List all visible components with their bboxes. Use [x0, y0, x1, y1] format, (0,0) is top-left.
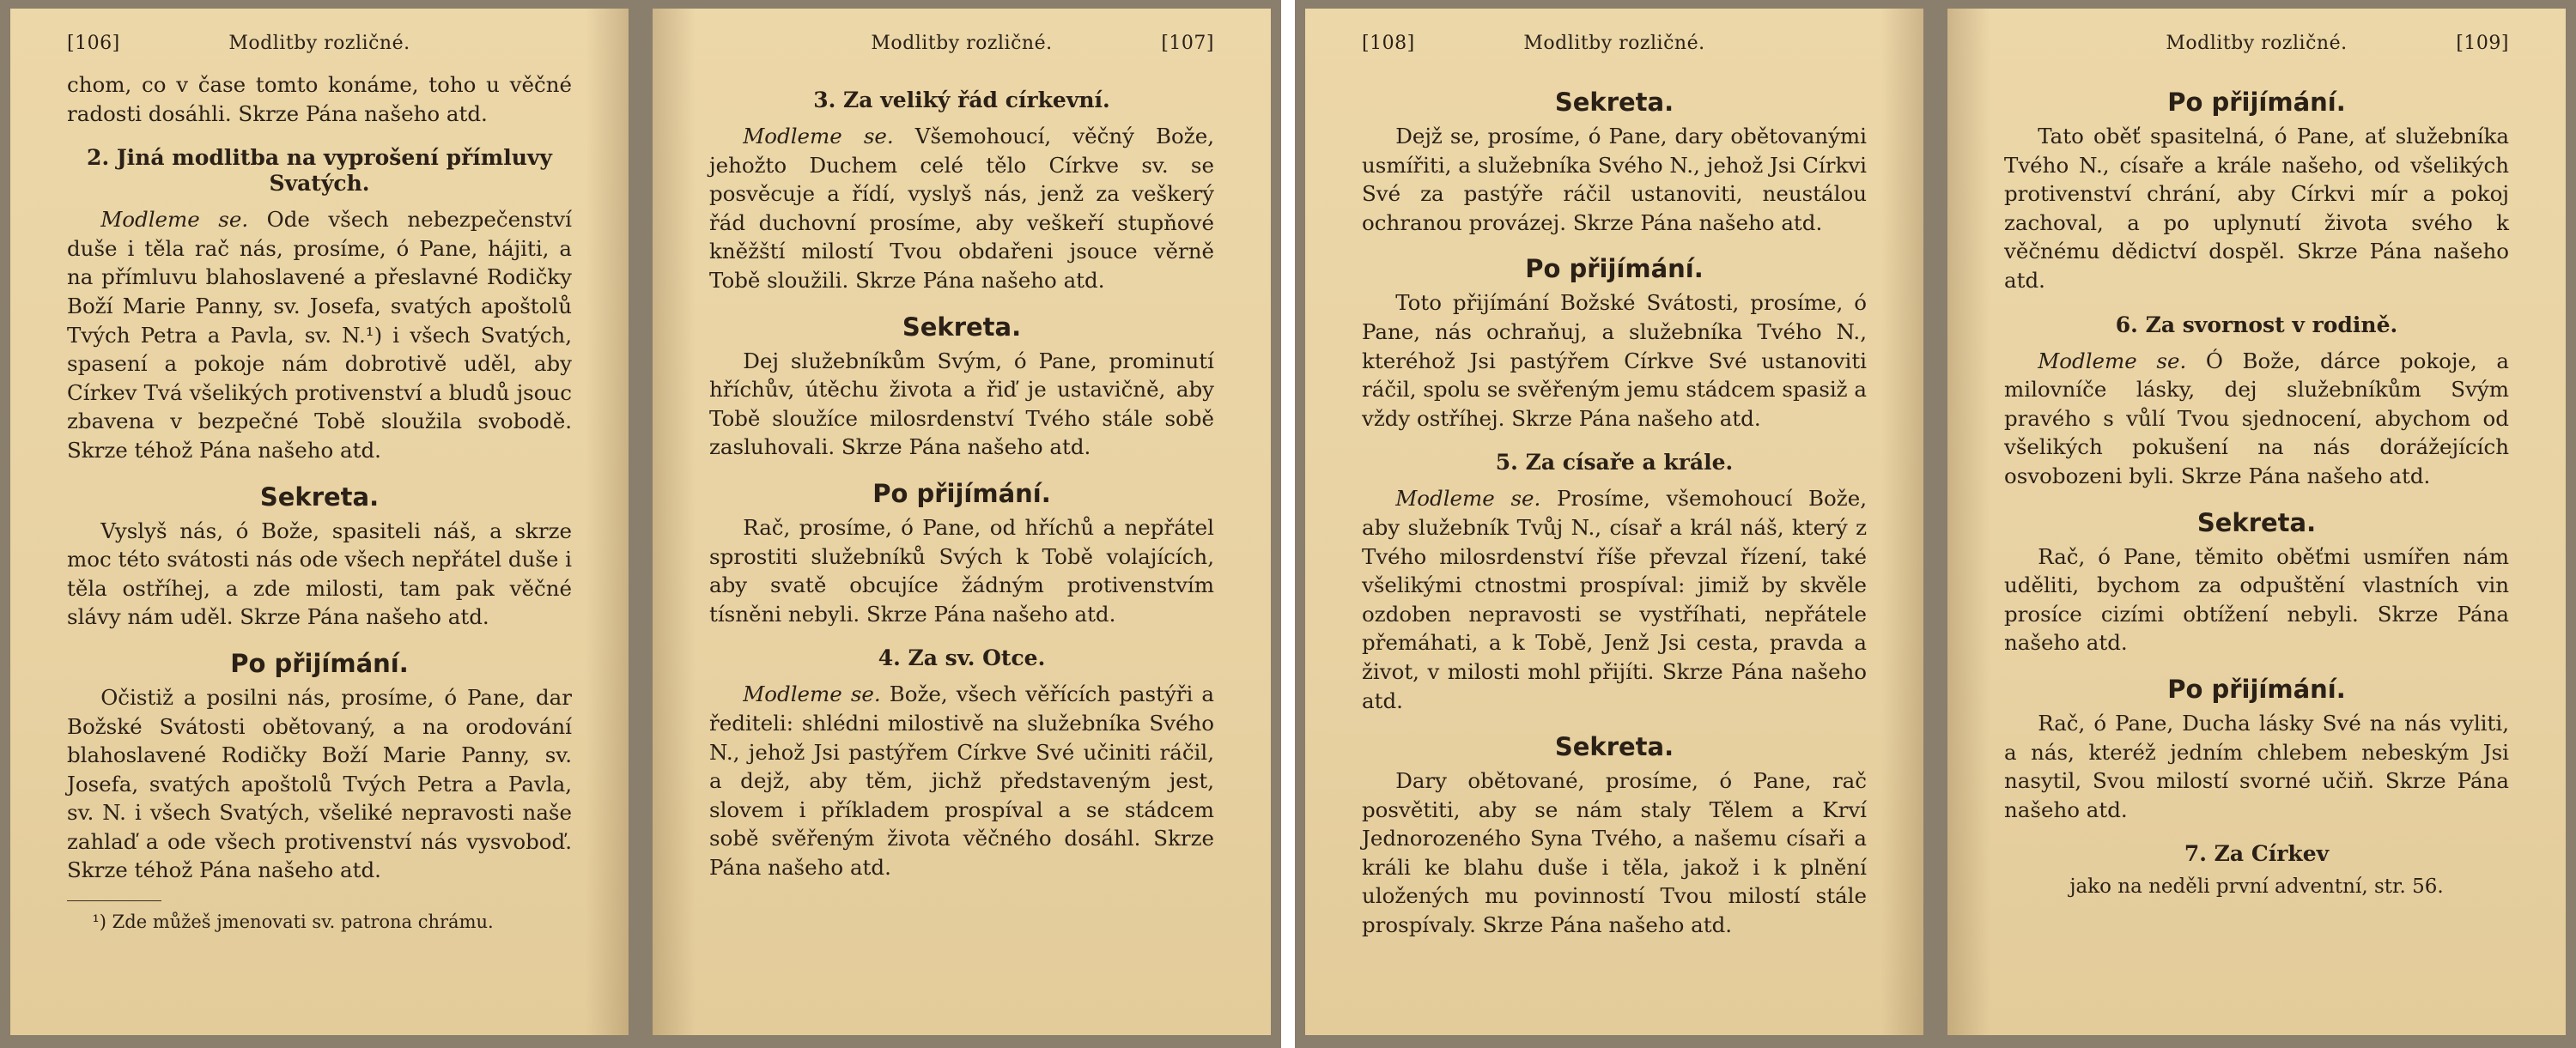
prayer-paragraph: Rač, prosíme, ó Pane, od hříchů a nepřátel sprostiti služebníků Svých k Tobě volajících, aby svatě obcujíce žádným protivenstvím tísněni nebyli. Skrze Pána našeho atd.	[709, 514, 1214, 627]
running-title: Modlitby rozličné.	[2166, 33, 2348, 54]
prayer-paragraph	[2004, 347, 2509, 491]
prayer-lead: Modleme se.	[743, 124, 894, 148]
prayer-text: Ode všech nebezpečenství duše i těla rač nás, prosíme, ó Pane, hájiti, a na přímluvu blahoslavené a přeslavné Rodičky Boží Marie Panny, sv. Josefa, svatých apoštolů Tvých Petra a Pavla, sv. N.¹) i všech Svatých, spasení a pokoje nám dobrotivě uděl, aby Církev Tvá všelikých protivenství a bludů jsouc zbavena v bezpečné Tobě sloužila svobodě. Skrze téhož Pána našeho atd.	[67, 207, 572, 463]
running-title: Modlitby rozličné.	[871, 33, 1053, 54]
prayer-lead: Modleme se.	[100, 207, 249, 233]
prayer-paragraph: Toto přijímání Božské Svátosti, prosíme, ó Pane, nás ochraňuj, a služebníka Tvého N., kteréhož Jsi pastýřem Církve Své ustanoviti ráčil, spolu se svěřeným jemu stádcem spasiž a vždy ostříhej. Skrze Pána našeho atd.	[1362, 290, 1867, 431]
section-heading: 5. Za císaře a krále.	[1495, 450, 1734, 476]
section-heading: Sekreta.	[2196, 507, 2317, 537]
prayer-lead: Modleme se.	[743, 682, 881, 707]
page-number: [109]	[2456, 33, 2509, 54]
page-108	[1305, 9, 1923, 1035]
page-content	[67, 33, 572, 1018]
running-header	[67, 33, 572, 70]
footnote-divider	[67, 900, 161, 901]
section-heading: Po přijímání.	[1525, 254, 1704, 284]
page-number: [107]	[1161, 33, 1214, 54]
section-heading: Po přijímání.	[230, 648, 409, 678]
section-heading: Sekreta.	[902, 312, 1022, 342]
prayer-text: Bože, všech věřících pastýři a řediteli: shlédni milostivě na služebníka Svého N., jehož Jsi pastýřem Církve Své učiniti ráčil, a dejž, aby těm, jichž představeným jest, slovem i příkladem prospíval a se stádcem sobě svěřeným života věčného dosáhl. Skrze Pána našeho atd.	[709, 682, 1215, 880]
section-heading: 4. Za sv. Otce.	[878, 645, 1046, 671]
section-heading: Sekreta.	[1554, 732, 1674, 762]
running-title: Modlitby rozličné.	[228, 33, 410, 54]
section-heading: 3. Za veliký řád církevní.	[813, 88, 1110, 112]
prayer-paragraph	[709, 680, 1214, 881]
prayer-paragraph: Dejž se, prosíme, ó Pane, dary obětovanými usmířiti, a služebníka Svého N., jehož Jsi Církvi Své za pastýře ráčil ustanoviti, neustálou ochranou provázej. Skrze Pána našeho atd.	[1362, 124, 1867, 235]
section-heading: Po přijímání.	[2167, 88, 2346, 117]
prayer-paragraph: Rač, ó Pane, Ducha lásky Své na nás vyliti, a nás, kteréž jedním chlebem nebeským Jsi nasytil, Svou milostí svorné učiň. Skrze Pána našeho atd.	[2004, 710, 2509, 822]
left-book-spread	[0, 0, 1281, 1048]
section-heading: 6. Za svornost v rodině.	[2115, 312, 2398, 337]
prayer-paragraph: Očistiž a posilni nás, prosíme, ó Pane, dar Božské Svátosti obětovaný, a na orodování blahoslavené Rodičky Boží Marie Panny, sv. Josefa, svatých apoštolů Tvých Petra a Pavla, sv. N. i všech Svatých, všeliké nepravosti naše zahlaď a ode všech protivenství nás vysvoboď. Skrze téhož Pána našeho atd.	[67, 684, 572, 883]
prayer-paragraph: Rač, ó Pane, těmito oběťmi usmířen nám uděliti, bychom za odpuštění vlastních vin prosíce cizími obtížení nebyli. Skrze Pána našeho atd.	[2004, 543, 2509, 656]
page-number: [106]	[67, 33, 120, 54]
section-heading: Po přijímání.	[872, 478, 1051, 508]
prayer-paragraph	[709, 122, 1214, 295]
prayer-text: Všemohoucí, věčný Bože, jehožto Duchem celé tělo Církve sv. se posvěcuje a řídí, vyslyš nás, jenž za veškerý řád duchovní prosíme, aby veškeří stupňové kněžští milostí Tvou obdařeni jsouce věrně Tobě sloužili. Skrze Pána našeho atd.	[709, 124, 1214, 293]
page-109	[1947, 9, 2566, 1035]
prayer-paragraph: Tato oběť spasitelná, ó Pane, ať služebníka Tvého N., císaře a krále našeho, od všelikých protivenství chrání, aby Církvi mír a pokoj zachoval, a po uplynutí života svého k věčnému dědictví dospěl. Skrze Pána našeho atd.	[2004, 124, 2509, 293]
running-header	[2004, 33, 2509, 70]
running-title: Modlitby rozličné.	[1523, 33, 1705, 54]
prayer-text: Ó Bože, dárce pokoje, a milovníče lásky, dej služebníkům Svým pravého s vůlí Tvou sjednocení, abychom od všelikých pokušení na nás dorážejících osvobozeni byli. Skrze Pána našeho atd.	[2004, 348, 2509, 488]
prayer-paragraph: Vyslyš nás, ó Bože, spasiteli náš, a skrze moc této svátosti nás ode všech nepřátel duše i těla ostříhej, a zde milosti, tam pak věčné slávy nám uděl. Skrze Pána našeho atd.	[67, 518, 572, 630]
section-heading: 2. Jiná modlitba na vyprošení přímluvy Svatých.	[87, 145, 552, 197]
running-header	[709, 33, 1214, 70]
section-heading: Po přijímání.	[2167, 674, 2346, 704]
page-106	[10, 9, 629, 1035]
page-content	[709, 33, 1214, 1018]
prayer-paragraph: chom, co v čase tomto konáme, toho u věčné radosti dosáhli. Skrze Pána našeho atd.	[67, 72, 572, 126]
prayer-paragraph: Dej služebníkům Svým, ó Pane, prominutí hříchův, útěchu života a řiď je ustavičně, aby Tobě sloužíce milosrdenství Tvého stále sobě zasluhovali. Skrze Pána našeho atd.	[709, 348, 1214, 460]
running-header	[1362, 33, 1867, 70]
page-content	[1362, 33, 1867, 1018]
prayer-paragraph	[67, 205, 572, 464]
footnote: ¹) Zde můžeš jmenovati sv. patrona chrámu.	[92, 912, 494, 933]
page-number: [108]	[1362, 33, 1415, 54]
prayer-paragraph	[1362, 484, 1867, 715]
right-book-spread	[1295, 0, 2576, 1048]
cross-reference: jako na neděli první adventní, str. 56.	[2069, 875, 2444, 899]
page-107	[653, 9, 1271, 1035]
section-heading: Sekreta.	[1554, 88, 1674, 117]
section-heading: 7. Za Církev	[2184, 841, 2330, 867]
prayer-lead: Modleme se.	[2038, 348, 2187, 373]
page-content	[2004, 33, 2509, 1018]
section-heading: Sekreta.	[259, 482, 380, 512]
prayer-lead: Modleme se.	[1395, 486, 1541, 512]
prayer-paragraph: Dary obětované, prosíme, ó Pane, rač posvětiti, aby se nám staly Tělem a Krví Jednorozeného Syna Tvého, a našemu císaři a králi ke blahu duše i těla, jakož i k plnění uložených mu povinností Tvou milostí stále prospívaly. Skrze Pána našeho atd.	[1362, 768, 1867, 938]
prayer-text: Prosíme, všemohoucí Bože, aby služebník Tvůj N., císař a král náš, který z Tvého milosrdenství říše převzal řízení, také všelikými ctnostmi prospíval: jimiž by skvěle ozdoben nepravosti se vystříhati, nepřátele přemáhati, a k Tobě, Jenž Jsi cesta, pravda a život, v milosti mohl přijíti. Skrze Pána našeho atd.	[1362, 486, 1867, 713]
